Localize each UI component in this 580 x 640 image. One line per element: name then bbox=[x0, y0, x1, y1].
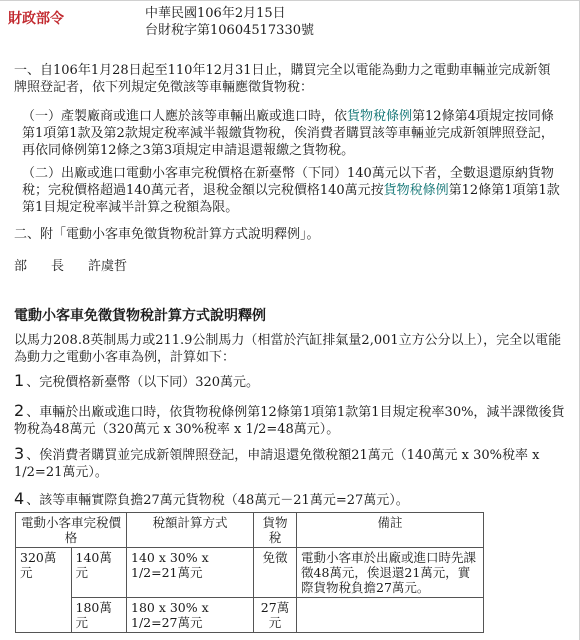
order-item-2-text-a: （二）出廠或進口電動小客車完稅價格在新臺幣（下同）140萬元以下者，全數退還原納貨物稅；完稅價格超過140萬元者，退稅金額以完稅價格140萬元按 bbox=[22, 166, 554, 198]
order-doc-number: 台財稅字第10604517330號 bbox=[145, 23, 314, 38]
calc-step-1 bbox=[14, 372, 566, 391]
step-number: 4 bbox=[14, 489, 25, 508]
minister-signature bbox=[14, 255, 127, 274]
calc-step-3 bbox=[14, 445, 566, 481]
order-item-2-text-b: 第12條第1項第1款第1目規定稅率減半計算之稅額為限。 bbox=[22, 183, 560, 215]
header-remarks: 備註 bbox=[297, 513, 484, 548]
tax-calculation-table bbox=[15, 512, 484, 633]
signature-role: 部 bbox=[14, 259, 28, 274]
table-row bbox=[16, 598, 484, 633]
order-item-2 bbox=[22, 165, 562, 216]
calc-step-2 bbox=[14, 402, 566, 438]
table-header-row bbox=[16, 513, 484, 548]
table-row bbox=[16, 548, 484, 598]
order-item-1 bbox=[22, 108, 562, 159]
cell-sub-price: 140萬元 bbox=[71, 548, 127, 598]
step-number: 3 bbox=[14, 444, 25, 463]
commodity-tax-act-link[interactable]: 貨物稅條例 bbox=[347, 109, 413, 124]
cell-total-price: 320萬元 bbox=[16, 548, 72, 633]
cell-tax: 27萬元 bbox=[254, 598, 297, 633]
cell-tax: 免徵 bbox=[254, 548, 297, 598]
explanation-title: 電動小客車免徵貨物稅計算方式說明釋例 bbox=[14, 308, 266, 324]
ministry-order-title: 財政部令 bbox=[8, 11, 64, 27]
step-text: 、完稅價格新臺幣（以下同）320萬元。 bbox=[26, 375, 260, 390]
signature-title: 長 bbox=[51, 259, 65, 274]
step-number: 2 bbox=[14, 401, 25, 420]
order-paragraph-2: 二、附「電動小客車免徵貨物稅計算方式說明釋例」。 bbox=[14, 227, 320, 242]
step-number: 1 bbox=[14, 371, 25, 390]
header-calc-method: 稅額計算方式 bbox=[127, 513, 254, 548]
cell-sub-price: 180萬元 bbox=[71, 598, 127, 633]
page-border-top bbox=[0, 0, 580, 1]
step-text: 、車輛於出廠或進口時，依貨物稅條例第12條第1項第1款第1目規定稅率30%，減半課徵後貨物稅為48萬元（320萬元 x 30%稅率 x 1/2=48萬元）。 bbox=[14, 405, 565, 437]
order-date: 中華民國106年2月15日 bbox=[145, 6, 286, 21]
header-price: 電動小客車完稅價格 bbox=[16, 513, 127, 548]
signature-name: 許虞哲 bbox=[88, 259, 128, 274]
cell-note: 電動小客車於出廠或進口時先課徵48萬元，俟退還21萬元，實際貨物稅負擔27萬元。 bbox=[297, 548, 484, 598]
commodity-tax-act-link[interactable]: 貨物稅條例 bbox=[383, 183, 449, 198]
order-paragraph-1: 一、自106年1月28日起至110年12月31日止，購買完全以電能為動力之電動車輛並完成新領牌照登記者，依下列規定免徵該等車輛應徵貨物稅： bbox=[14, 63, 551, 95]
header-commodity-tax: 貨物稅 bbox=[254, 513, 297, 548]
step-text: 、該等車輛實際負擔27萬元貨物稅（48萬元－21萬元=27萬元）。 bbox=[26, 493, 409, 508]
cell-note bbox=[297, 598, 484, 633]
cell-calc: 140 x 30% x 1/2=21萬元 bbox=[127, 548, 254, 598]
step-text: 、俟消費者購買並完成新領牌照登記，申請退還免徵稅額21萬元（140萬元 x 30%稅率 x 1/2=21萬元）。 bbox=[14, 448, 540, 480]
cell-calc: 180 x 30% x 1/2=27萬元 bbox=[127, 598, 254, 633]
explanation-intro: 以馬力208.8英制馬力或211.9公制馬力（相當於汽缸排氣量2,001立方公分以上），完全以電能為動力之電動小客車為例，計算如下： bbox=[14, 333, 562, 365]
calc-step-4 bbox=[14, 490, 566, 509]
order-item-1-text-b: 第12條第4項規定按同條第1項第1款及第2款規定稅率減半報繳貨物稅，俟消費者購買該等車輛並完成新領牌照登記，再依同條例第12條之3第3項規定申請退還報繳之貨物稅。 bbox=[22, 109, 554, 158]
order-item-1-text-a: （一）產製廠商或進口人應於該等車輛出廠或進口時，依 bbox=[22, 109, 348, 124]
